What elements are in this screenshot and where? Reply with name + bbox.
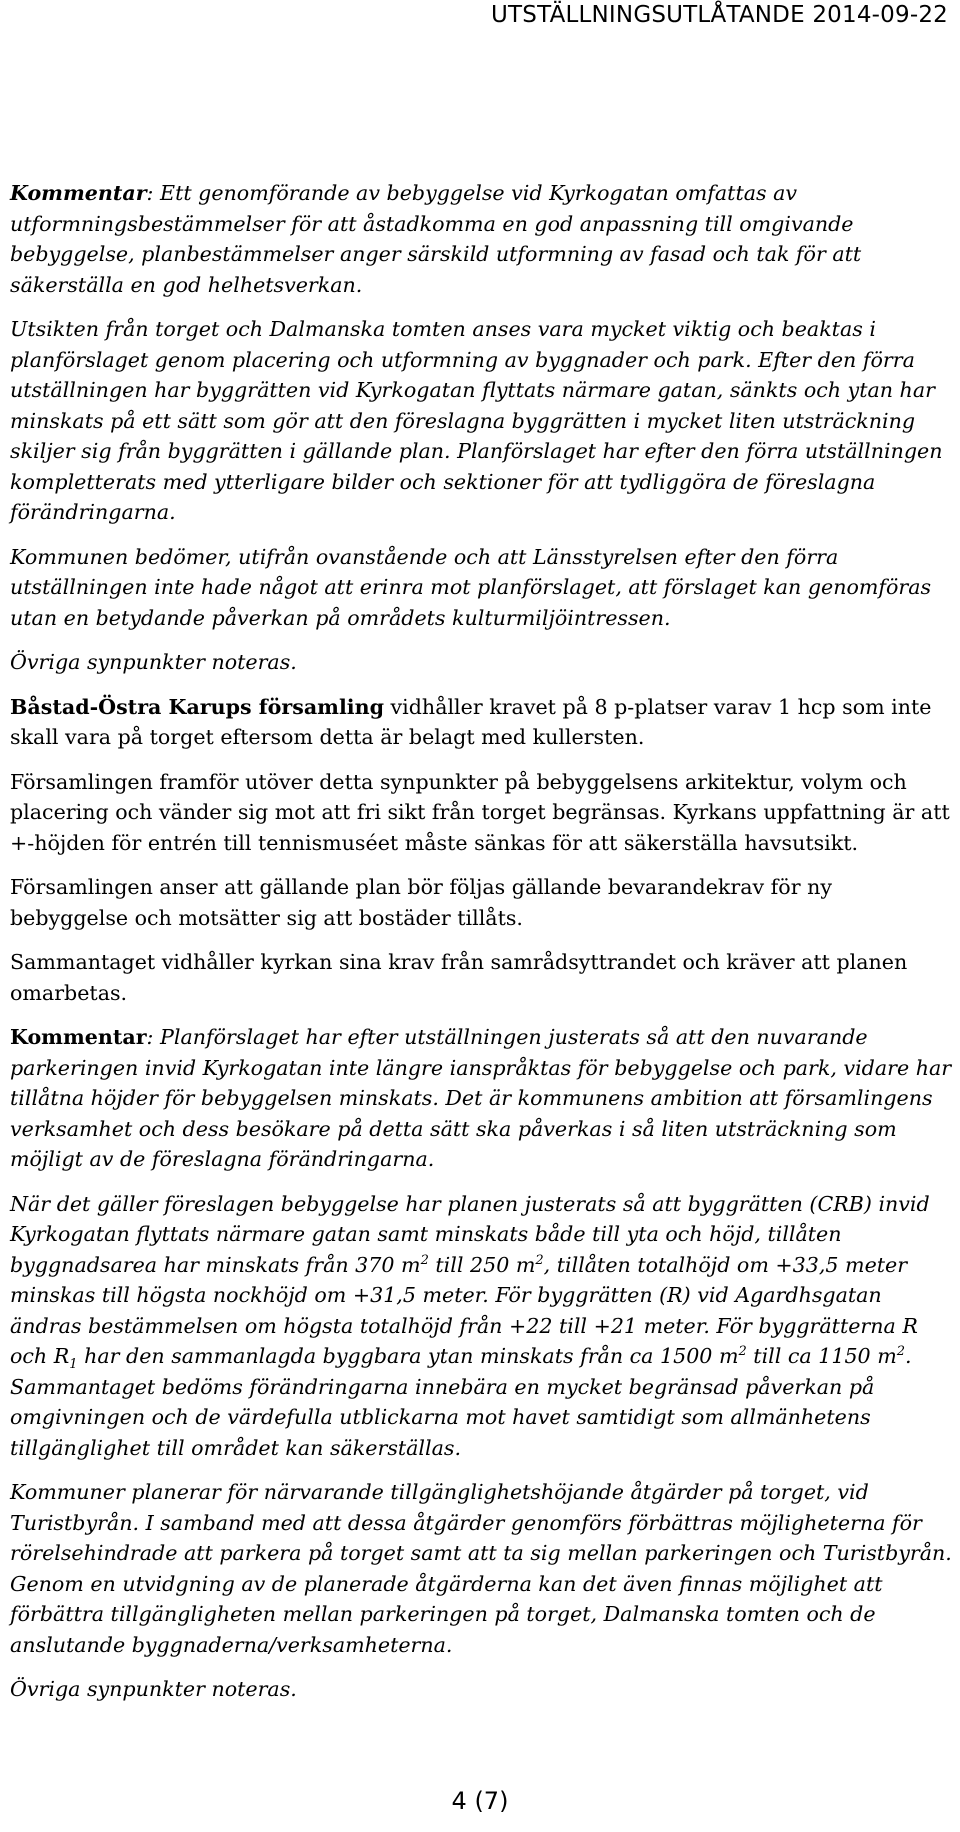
- paragraph-text: Planförslaget har efter utställningen justerats så att den nuvarande parkeringen invid Kyrkogatan inte längre ianspråktas för bebyggelse och park, vidare har tillåtna höjder för bebyggelsen minskats. Det är kommunens ambition att församlingens verksamhet och dess besökare på detta sätt ska påverkas i så liten utsträckning som möjligt av de föreslagna förändringarna.: [10, 1025, 952, 1171]
- page-number: 4 (7): [451, 1787, 509, 1815]
- paragraph-text: Kommuner planerar för närvarande tillgänglighetshöjande åtgärder på torget, vid Turistbyrån. I samband med att dessa åtgärder genomförs förbättras möjligheterna för rörelsehindrade att parkera på torget samt att ta sig mellan parkeringen och Turistbyrån. Genom en utvidgning av de planerade åtgärderna kan det även finnas möjlighet att förbättra tillgängligheten mellan parkeringen på torget, Dalmanska tomten och de anslutande byggnaderna/verksamheterna.: [10, 1480, 952, 1657]
- comment-label: Kommentar: [10, 1025, 147, 1049]
- paragraph-text: . Sammantaget bedöms förändringarna innebära en mycket begränsad påverkan på omgivningen och de värdefulla utblickarna mot havet samtidigt som allmänhetens tillgänglighet till området kan säkerställas.: [10, 1344, 912, 1460]
- paragraph-text: När det gäller föreslagen bebyggelse har planen justerats så att byggrätten (CRB) invid Kyrkogatan flyttats närmare gatan samt minskats både till yta och höjd, tillåten byggnadsarea har minskats från 370 m: [10, 1191, 930, 1277]
- document-header-title: UTSTÄLLNINGSUTLÅTANDE 2014-09-22: [491, 2, 948, 28]
- subscript: 1: [69, 1357, 78, 1373]
- comment-paragraph-7: [10, 1477, 955, 1660]
- comment-colon: :: [146, 181, 161, 205]
- statement-paragraph-1: [10, 692, 955, 753]
- document-body: [10, 178, 955, 1719]
- paragraph-text: Ett genomförande av bebyggelse vid Kyrkogatan omfattas av utformningsbestämmelser för att åstadkomma en god anpassning till omgivande bebyggelse, planbestämmelser anger särskild utformning av fasad och tak för att säkerställa en god helhetsverkan.: [10, 181, 862, 297]
- paragraph-text: Övriga synpunkter noteras.: [10, 650, 297, 674]
- party-name: Båstad-Östra Karups församling: [10, 694, 384, 719]
- comment-paragraph-4: [10, 647, 955, 678]
- paragraph-text: Utsikten från torget och Dalmanska tomten anses vara mycket viktig och beaktas i planförslaget genom placering och utformning av byggnader och park. Efter den förra utställningen har byggrätten vid Kyrkogatan flyttats närmare gatan, sänkts och ytan har minskats på ett sätt som gör att den föreslagna byggrätten i mycket liten utsträckning skiljer sig från byggrätten i gällande plan. Planförslaget har efter den förra utställningen kompletterats med ytterligare bilder och sektioner för att tydliggöra de föreslagna förändringarna.: [10, 317, 943, 524]
- comment-paragraph-8: [10, 1674, 955, 1705]
- superscript: 2: [738, 1344, 747, 1360]
- paragraph-text: vidhåller kravet på 8 p-platser varav 1 hcp som inte skall vara på torget eftersom detta är belagt med kullersten.: [10, 694, 932, 749]
- superscript: 2: [896, 1344, 906, 1360]
- paragraph-text: Övriga synpunkter noteras.: [10, 1677, 297, 1701]
- comment-colon: :: [146, 1025, 161, 1049]
- paragraph-text: , tillåten totalhöjd om +33,5 meter minskas till högsta nockhöjd om +31,5 meter. För byggrätten (R) vid Agardhsgatan ändras bestämmelsen om högsta totalhöjd från +22 till +21 meter. För byggrätterna R och R: [10, 1252, 918, 1368]
- paragraph-text: Församlingen anser att gällande plan bör följas gällande bevarandekrav för ny bebyggelse och motsätter sig att bostäder tillåts.: [10, 875, 832, 930]
- statement-paragraph-2: [10, 767, 955, 859]
- comment-paragraph-5: [10, 1022, 955, 1175]
- comment-paragraph-6: [10, 1189, 955, 1464]
- statement-paragraph-3: [10, 872, 955, 933]
- paragraph-text: till 250 m: [428, 1252, 536, 1277]
- comment-paragraph-3: [10, 542, 955, 634]
- comment-label: Kommentar: [10, 181, 147, 205]
- comment-paragraph-2: [10, 314, 955, 528]
- paragraph-text: Församlingen framför utöver detta synpunkter på bebyggelsens arkitektur, volym och placering och vänder sig mot att fri sikt från torget begränsas. Kyrkans uppfattning är att +-höjden för entrén till tennismuséet måste sänkas för att säkerställa havsutsikt.: [10, 769, 950, 855]
- paragraph-text: har den sammanlagda byggbara ytan minskats från ca 1500 m: [77, 1344, 739, 1368]
- paragraph-text: Kommunen bedömer, utifrån ovanstående och att Länsstyrelsen efter den förra utställningen inte hade något att erinra mot planförslaget, att förslaget kan genomföras utan en betydande påverkan på områdets kulturmiljöintressen.: [10, 544, 932, 630]
- superscript: 2: [420, 1252, 429, 1268]
- comment-paragraph-1: [10, 178, 955, 300]
- statement-paragraph-4: [10, 947, 955, 1008]
- superscript: 2: [535, 1252, 544, 1268]
- document-header: [0, 2, 960, 28]
- paragraph-text: Sammantaget vidhåller kyrkan sina krav från samrådsyttrandet och kräver att planen omarbetas.: [10, 950, 908, 1005]
- paragraph-text: till ca 1150 m: [746, 1344, 897, 1368]
- page-footer: [0, 1787, 960, 1815]
